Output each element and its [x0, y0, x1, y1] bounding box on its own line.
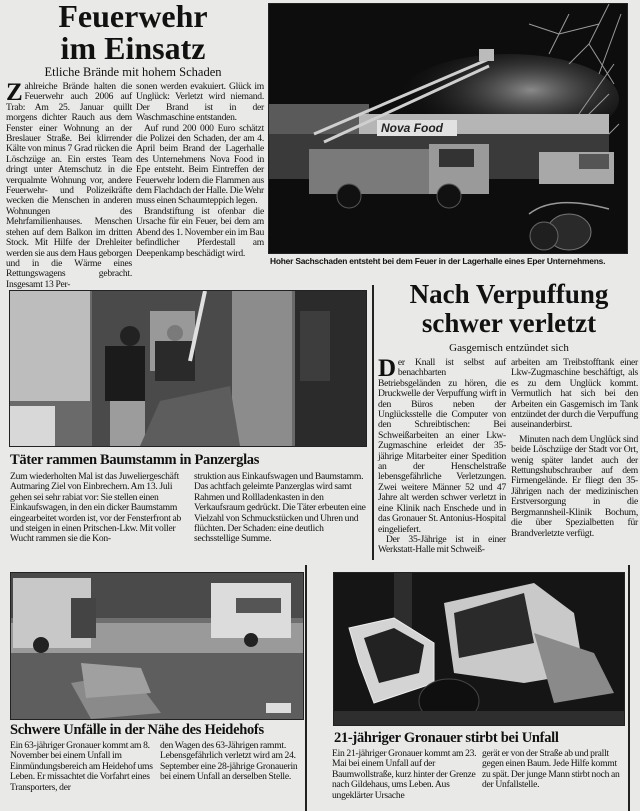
photo-caption-fire: Hoher Sachschaden entsteht bei dem Feuer in der Lagerhalle eines Eper Unternehmens.	[270, 256, 606, 266]
headline-heidehof: Schwere Unfälle in der Nähe des Heidehofs	[10, 722, 264, 738]
column-divider	[305, 565, 307, 811]
shop-wall	[10, 291, 90, 401]
dropcap: D	[378, 355, 396, 382]
article-column-2	[136, 82, 264, 259]
headline-gronauer: 21-jähriger Gronauer stirbt bei Unfall	[334, 730, 559, 746]
accident-scene-image	[11, 573, 303, 719]
worker-2	[167, 325, 183, 341]
paragraph: Brandstiftung ist ofenbar die Ursache für ein Feuer, bei dem am Abend des 1. November ein im Bau befindlicher Pferdestall am Deepenkamp beschädigt wird.	[136, 205, 264, 259]
car-wreck-image	[334, 573, 624, 725]
headline-line-2: im Einsatz	[60, 30, 206, 66]
headline-line-2: schwer verletzt	[421, 308, 597, 338]
paragraph: er Knall ist selbst auf benachbarten Betriebsgeländen zu hören, die Druckwelle der Verpuffung wirft in den Büros neben der Unglücksstelle die Computer von den Schreibtischen: Bei Schweißarbeiten an einer Lkw-Zugmaschine erleidet der 35-jährige Mitarbeiter einer Spedition an der Henschelstraße lebensgefährliche Verletzungen. Zwei weitere Männer 52 und 47 Jahre alt werden schwer verletzt in eine Klinik nach Enschede und in das Gronauer St. Antonius-Hospital eingeliefert.	[378, 357, 506, 535]
headline-feuerwehr	[0, 0, 266, 64]
column-divider	[372, 285, 374, 560]
worker-1	[120, 326, 140, 346]
subheadline-verpuffung: Gasgemisch entzündet sich	[449, 342, 569, 354]
fire-scene-image	[269, 4, 627, 253]
nova-food-sign: Nova Food	[381, 121, 443, 135]
article-column-2	[511, 358, 638, 539]
article-column-1	[6, 79, 132, 290]
photo-car-wreck	[333, 572, 625, 726]
article-column-1: Zum wiederholten Mal ist das Juweliergeschäft Autmaring Ziel von Einbrechern. Am 13. Juli gehen sei sehr rabiat vor: Sie stellen einen Einkaufswagen, in den ein dicker Baumstamm eingearbeitet worden ist, vor der Fensterfront ab und steigen in einen Pritschen-Lkw. Mit voller Wucht rammen sie die Kon-	[10, 471, 182, 545]
dropcap: Z	[6, 79, 23, 106]
paragraph: arbeiten am Treibstofftank einer Lkw-Zugmaschine beschäftigt, als es zu dem Unglück kommt. Vermutlich hat sich bei den Arbeiten ein Gasgemisch im Tank entzündet der durch die Verpuffung auseinanderbirst.	[511, 357, 638, 431]
headline-verpuffung	[378, 280, 640, 338]
article-column-1: Ein 63-jähriger Gronauer kommt am 8. November bei einem Unfall im Einmündungsbereich am Heidehof ums Leben. Er missachtet die Vorfahrt eines Transporters, der	[10, 740, 153, 793]
article-column-2: den Wagen des 63-Jährigen rammt. Lebensgefährlich verletzt wird am 24. September eine 28-jährige Gronauerin bei einem Unfall an derselben Stelle.	[160, 740, 298, 783]
column-divider	[628, 565, 630, 811]
marble-pillar	[232, 291, 292, 446]
paragraph: Auf rund 200 000 Euro schätzt die Polizei den Schaden, der am 4. April beim Brand der Lagerhalle des Unternehmens Nova Food in Epe entsteht. Beim Eintreffen der Feuerwehr lodern die Flammen aus dem Flachdach der Halle. Die Wehr muss einen Schaumteppich legen.	[136, 122, 264, 207]
headline-line-1: Feuerwehr	[58, 0, 208, 34]
article-column-2: gerät er von der Straße ab und prallt gegen einen Baum. Jede Hilfe kommt zu spät. Der junge Mann stirbt noch an der Unfallstelle.	[482, 748, 620, 791]
headline-line-1: Nach Verpuffung	[409, 279, 609, 309]
article-column-1: Ein 21-jähriger Gronauer kommt am 23. Mai bei einem Unfall auf der Baumwollstraße, kurz hinter der Grenze nach Gildehaus, ums Leben. Aus ungeklärter Ursache	[332, 748, 477, 801]
subheadline-feuerwehr: Etliche Brände mit hohem Schaden	[44, 65, 222, 79]
paragraph: sonen werden evakuiert. Glück im Unglück: Verletzt wird niemand. Der Brand ist in der Waschmaschine entstanden.	[136, 81, 264, 124]
article-column-1	[378, 355, 506, 556]
paragraph: Minuten nach dem Unglück sind beide Löschzüge der Stadt vor Ort, wenig später landet auch der Rettungshubschrauber auf dem Firmengelände. Er fliegt den 35-Jährigen nach der medizinischen Erstversorgung in die Bergmannsheil-Klinik Bochum, die über Spezialbetten für Brandverletzte verfügt.	[511, 433, 638, 539]
headline-baumstamm: Täter rammen Baumstamm in Panzerglas	[10, 452, 260, 468]
photo-jeweller-break-in	[9, 290, 367, 447]
break-in-scene-image	[10, 291, 366, 446]
article-column-2: struktion aus Einkaufswagen und Baumstamm. Das achtfach geleimte Panzerglas wird samt Rahmen und Rollladenkasten in den Verkaufsraum gedrückt. Die Täter erbeuten eine Vielzahl von Schmuckstücken und Uhren und flüchten. Der Schaden: eine deutlich sechsstellige Summe.	[194, 471, 366, 545]
paragraph: ahlreiche Brände halten die Feuerwehr auch 2006 auf Trab: Am 25. Januar quillt morgens dichter Rauch aus dem Fenster einer Wohnung an der Breslauer Straße. Bei klirrender Kälte von minus 7 Grad rücken die Löschzüge an. Ein erstes Team dringt unter Atemschutz in die verqualmte Wohnung vor, andere Feuerwehr- und Polizeikräfte wecken die Menschen in anderen Wohnungen des Mehrfamilienhauses. Menschen stehen auf dem Balkon im dritten Stock. Mit Hilfe der Drehleiter werden sie aus dem Haus geborgen und in die Wärme eines Rettungswagens gebracht. Insgesamt 13 Per-	[6, 81, 132, 290]
photo-fire-warehouse	[268, 3, 628, 254]
photo-accident-heidehof	[10, 572, 304, 720]
paragraph: Der 35-Jährige ist in einer Werkstatt-Halle mit Schweiß-	[378, 533, 506, 556]
